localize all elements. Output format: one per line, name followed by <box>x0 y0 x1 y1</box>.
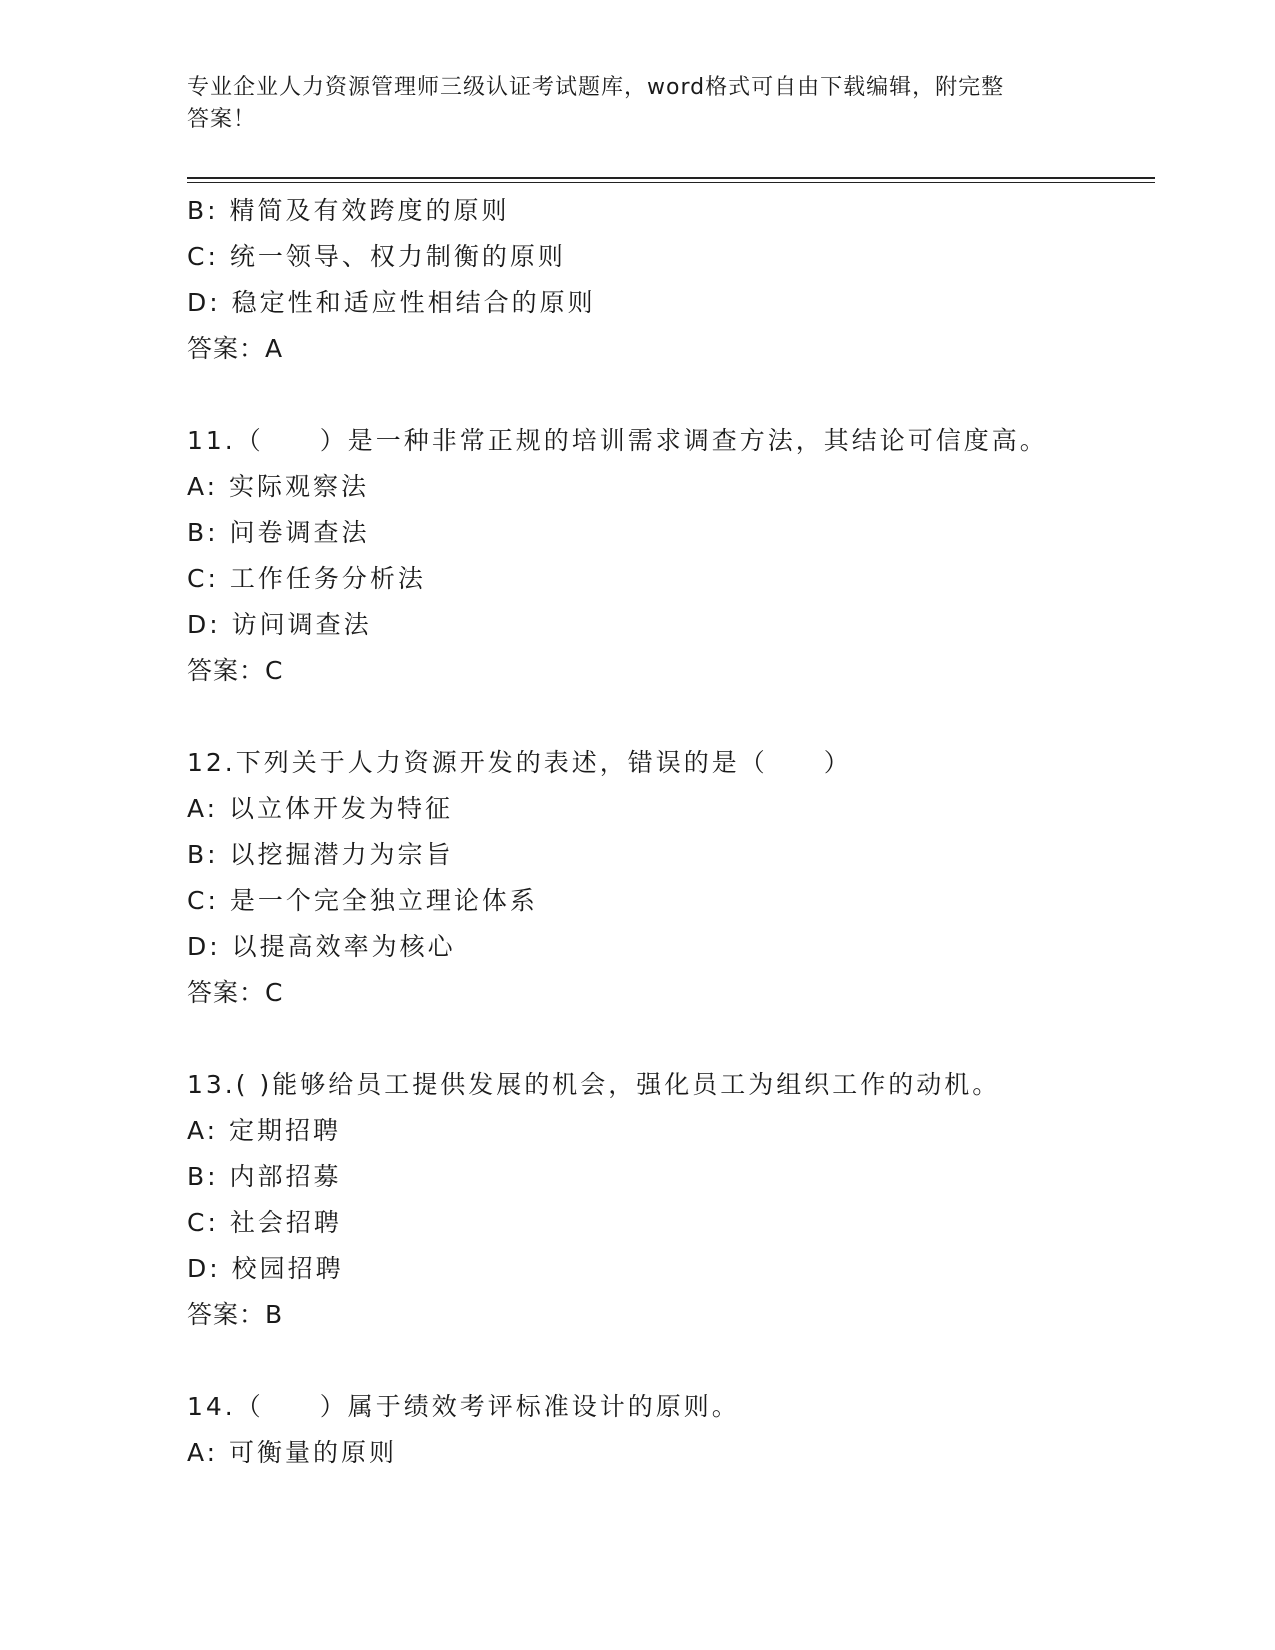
option-d: D: 稳定性和适应性相结合的原则 <box>187 288 596 317</box>
option-b: B: 问卷调查法 <box>187 518 370 547</box>
question-list <box>187 188 1155 1476</box>
option-d: D: 以提高效率为核心 <box>187 932 456 961</box>
option-c: C: 统一领导、权力制衡的原则 <box>187 242 566 271</box>
option-a: A: 可衡量的原则 <box>187 1438 398 1467</box>
question-11 <box>187 418 1155 694</box>
option-a: A: 实际观察法 <box>187 472 370 501</box>
option-d: D: 校园招聘 <box>187 1254 344 1283</box>
answer: 答案：B <box>187 1300 284 1329</box>
answer: 答案：C <box>187 656 284 685</box>
option-c: C: 工作任务分析法 <box>187 564 426 593</box>
option-c: C: 是一个完全独立理论体系 <box>187 886 538 915</box>
question-text: 11.（ ）是一种非常正规的培训需求调查方法，其结论可信度高。 <box>187 426 1048 455</box>
question-text: 14.（ ）属于绩效考评标准设计的原则。 <box>187 1392 740 1421</box>
answer: 答案：C <box>187 978 284 1007</box>
option-b: B: 内部招募 <box>187 1162 342 1191</box>
option-a: A: 定期招聘 <box>187 1116 342 1145</box>
question-13 <box>187 1062 1155 1338</box>
option-a: A: 以立体开发为特征 <box>187 794 454 823</box>
document-header <box>187 72 1087 136</box>
header-divider-thin <box>187 182 1155 183</box>
option-b: B: 精简及有效跨度的原则 <box>187 196 510 225</box>
option-b: B: 以挖掘潜力为宗旨 <box>187 840 454 869</box>
question-text: 12.下列关于人力资源开发的表述，错误的是（ ） <box>187 748 852 777</box>
question-14 <box>187 1384 1155 1476</box>
header-divider-thick <box>187 177 1155 179</box>
question-12 <box>187 740 1155 1016</box>
header-line-1: 专业企业人力资源管理师三级认证考试题库，word格式可自由下载编辑，附完整 <box>187 75 1005 100</box>
question-10-tail <box>187 188 1155 372</box>
question-text: 13.( )能够给员工提供发展的机会，强化员工为组织工作的动机。 <box>187 1070 1001 1099</box>
header-line-2: 答案！ <box>187 107 257 132</box>
answer: 答案：A <box>187 334 284 363</box>
option-d: D: 访问调查法 <box>187 610 372 639</box>
option-c: C: 社会招聘 <box>187 1208 342 1237</box>
